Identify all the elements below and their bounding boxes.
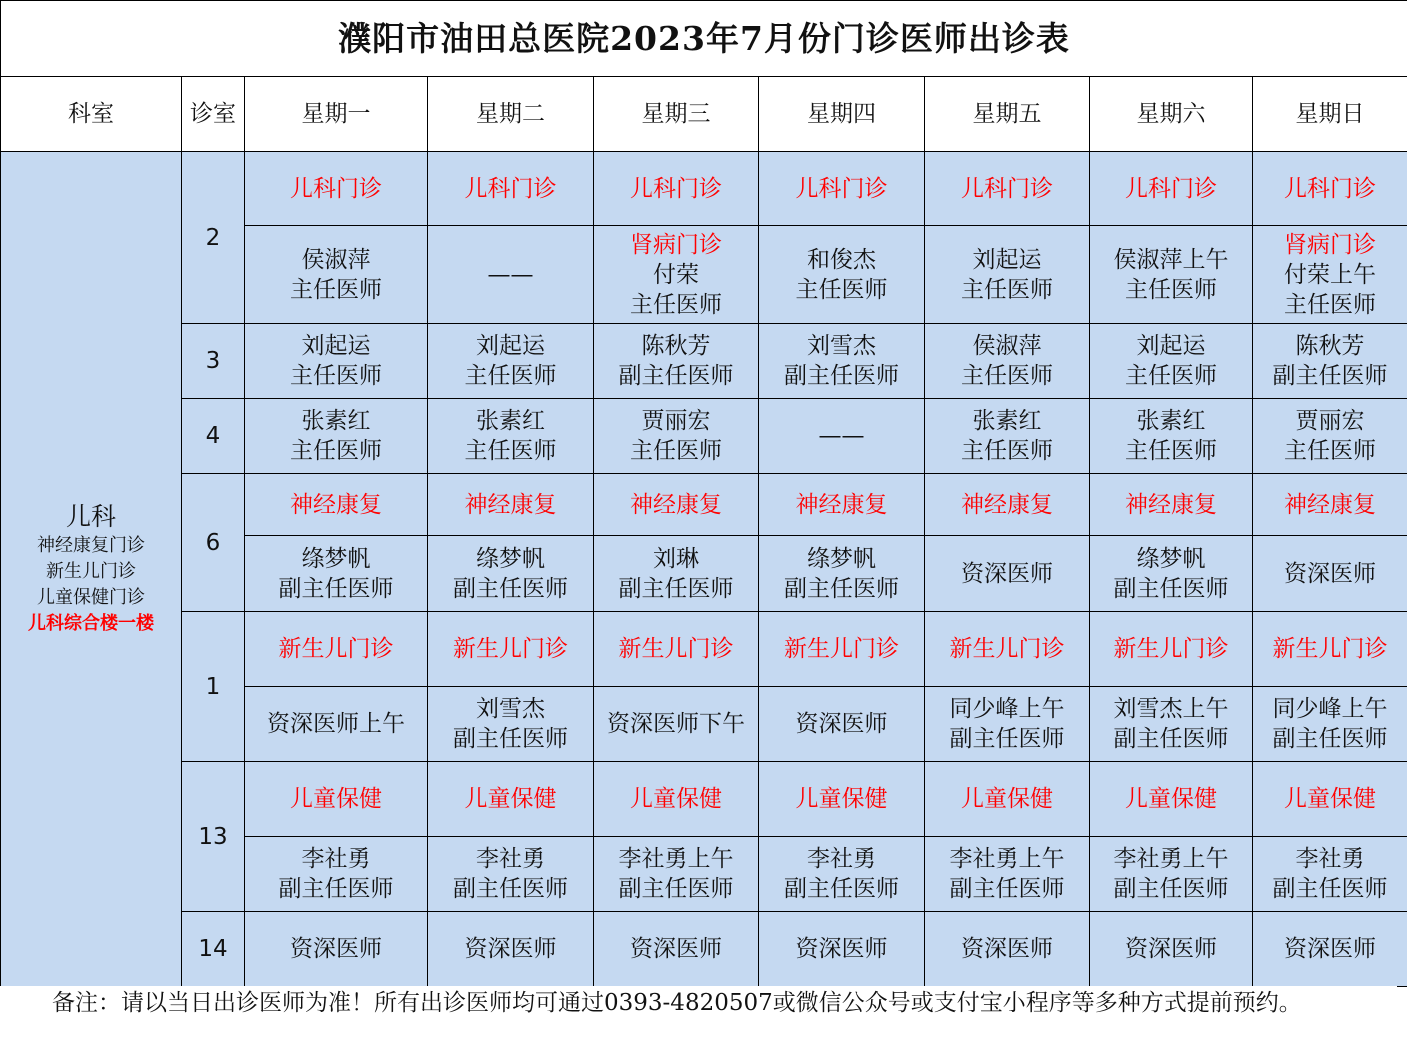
clinic-cell: 儿科门诊 (428, 152, 594, 226)
footnote: 备注：请以当日出诊医师为准！所有出诊医师均可通过0393-4820507或微信公众号或支付宝小程序等多种方式提前预约。 (0, 986, 1397, 1062)
doctor-name: 李社勇 (1295, 846, 1365, 872)
doctor-title: 主任医师 (961, 276, 1053, 303)
doctor-name: 刘琳 (653, 545, 699, 572)
doctor-clinic: 肾病门诊 (1284, 231, 1376, 258)
doctor-cell (245, 912, 428, 987)
doctor-cell (759, 837, 925, 912)
header-department: 科室 (1, 77, 182, 152)
doctor-title: 主任医师 (290, 438, 382, 464)
doctor-title: 副主任医师 (949, 726, 1065, 752)
doctor-cell (1253, 687, 1407, 762)
doctor-name: 资深医师 (961, 936, 1053, 962)
clinic-cell: 儿童保健 (245, 762, 428, 837)
department-clinic: 新生儿门诊 (46, 561, 136, 582)
doctor-cell (925, 324, 1090, 399)
clinic-cell: 儿童保健 (759, 762, 925, 837)
header-wednesday: 星期三 (594, 77, 759, 152)
doctor-cell (1253, 324, 1407, 399)
doctor-cell (1253, 399, 1407, 474)
doctor-clinic: 肾病门诊 (630, 231, 722, 258)
doctor-name: 付荣 (653, 261, 699, 288)
doctor-cell (759, 912, 925, 987)
doctor-title: 副主任医师 (453, 876, 568, 902)
doctor-cell (594, 324, 759, 399)
doctor-name: 付荣上午 (1284, 261, 1376, 288)
header-sunday: 星期日 (1253, 77, 1407, 152)
room-number: 13 (182, 762, 245, 912)
doctor-cell (245, 226, 428, 324)
doctor-title: 副主任医师 (1272, 363, 1388, 389)
doctor-title: 主任医师 (961, 363, 1053, 389)
doctor-title: 主任医师 (1125, 276, 1217, 303)
doctor-cell (1090, 226, 1253, 324)
header-monday: 星期一 (245, 77, 428, 152)
header-thursday: 星期四 (759, 77, 925, 152)
clinic-cell: 儿童保健 (1090, 762, 1253, 837)
doctor-name: 资深医师下午 (607, 711, 745, 737)
doctor-cell (1090, 324, 1253, 399)
doctor-title: 副主任医师 (453, 726, 568, 752)
doctor-title: 副主任医师 (1113, 726, 1229, 752)
doctor-title: 主任医师 (290, 363, 382, 389)
doctor-name: 侯淑萍 (972, 333, 1042, 359)
doctor-cell (1090, 687, 1253, 762)
doctor-name: 刘雪杰 (807, 333, 876, 359)
doctor-cell (594, 226, 759, 324)
doctor-name: 侯淑萍 (301, 246, 371, 273)
room-number: 4 (182, 399, 245, 474)
room-number: 2 (182, 152, 245, 324)
room-number: 14 (182, 912, 245, 987)
department-name: 儿科 (65, 502, 116, 531)
doctor-name: 贾丽宏 (641, 408, 711, 434)
clinic-cell: 儿科门诊 (245, 152, 428, 226)
header-saturday: 星期六 (1090, 77, 1253, 152)
doctor-title: 副主任医师 (1272, 726, 1388, 752)
department-location: 儿科综合楼一楼 (28, 613, 154, 634)
doctor-name: 刘起运 (476, 333, 545, 359)
doctor-title: 副主任医师 (278, 575, 394, 602)
doctor-name: 李社勇 (807, 846, 876, 872)
doctor-name: 侯淑萍上午 (1113, 246, 1229, 273)
doctor-title: 主任医师 (1125, 438, 1217, 464)
header-row (1, 77, 1407, 152)
room-13-clinic-row (1, 762, 1407, 837)
doctor-name: 资深医师 (1284, 936, 1376, 962)
doctor-title: 副主任医师 (618, 876, 734, 902)
doctor-title: 主任医师 (1125, 363, 1217, 389)
doctor-name: 绦梦帆 (476, 545, 545, 572)
doctor-cell (428, 687, 594, 762)
doctor-title: 主任医师 (630, 438, 722, 464)
doctor-cell (925, 687, 1090, 762)
doctor-title: 副主任医师 (784, 575, 899, 602)
doctor-name: 张素红 (476, 408, 545, 434)
doctor-name: 绦梦帆 (301, 545, 371, 572)
clinic-cell: 儿童保健 (925, 762, 1090, 837)
doctor-cell (594, 687, 759, 762)
doctor-name: 资深医师 (1284, 560, 1376, 587)
doctor-name: 刘雪杰上午 (1113, 696, 1229, 722)
page-title: 濮阳市油田总医院2023年7月份门诊医师出诊表 (1, 1, 1407, 77)
doctor-cell (1090, 837, 1253, 912)
doctor-name: 贾丽宏 (1295, 408, 1365, 434)
clinic-cell: 儿科门诊 (925, 152, 1090, 226)
doctor-title: 主任医师 (290, 276, 382, 303)
room-number: 3 (182, 324, 245, 399)
doctor-name: 陈秋芳 (641, 333, 711, 359)
clinic-cell: 儿童保健 (1253, 762, 1407, 837)
header-tuesday: 星期二 (428, 77, 594, 152)
doctor-title: 副主任医师 (278, 876, 394, 902)
room-number: 6 (182, 474, 245, 612)
doctor-name: 资深医师 (630, 936, 722, 962)
doctor-title: 副主任医师 (618, 575, 734, 602)
doctor-cell (594, 912, 759, 987)
doctor-cell (428, 912, 594, 987)
doctor-title: 主任医师 (464, 363, 557, 389)
clinic-cell: 新生儿门诊 (428, 612, 594, 687)
clinic-cell: 神经康复 (428, 474, 594, 536)
room-2-clinic-row (1, 152, 1407, 226)
doctor-cell (1090, 399, 1253, 474)
clinic-cell: 儿科门诊 (1090, 152, 1253, 226)
doctor-name: 资深医师 (795, 711, 888, 737)
clinic-cell: 儿科门诊 (759, 152, 925, 226)
doctor-title: 主任医师 (795, 276, 888, 303)
room-4-row (1, 399, 1407, 474)
doctor-cell (759, 687, 925, 762)
clinic-cell: 新生儿门诊 (925, 612, 1090, 687)
clinic-cell: 神经康复 (1090, 474, 1253, 536)
doctor-title: 副主任医师 (618, 363, 734, 389)
doctor-cell (245, 399, 428, 474)
doctor-name: 同少峰上午 (1272, 696, 1388, 722)
doctor-title: 主任医师 (1284, 438, 1376, 464)
doctor-title: 主任医师 (961, 438, 1053, 464)
doctor-name: 资深医师 (795, 936, 888, 962)
doctor-cell (1253, 226, 1407, 324)
doctor-cell (925, 536, 1090, 612)
doctor-title: 副主任医师 (1272, 876, 1388, 902)
doctor-title: 副主任医师 (949, 876, 1065, 902)
doctor-cell (1253, 837, 1407, 912)
doctor-cell (245, 536, 428, 612)
doctor-cell (428, 536, 594, 612)
clinic-cell: 神经康复 (925, 474, 1090, 536)
doctor-title: 副主任医师 (453, 575, 568, 602)
clinic-cell: 新生儿门诊 (1090, 612, 1253, 687)
doctor-cell (428, 399, 594, 474)
doctor-name: —— (818, 423, 865, 449)
doctor-name: —— (487, 261, 534, 288)
doctor-cell (759, 226, 925, 324)
doctor-title: 副主任医师 (1113, 575, 1229, 602)
clinic-cell: 神经康复 (245, 474, 428, 536)
doctor-name: 刘起运 (1136, 333, 1206, 359)
clinic-cell: 神经康复 (1253, 474, 1407, 536)
doctor-name: 李社勇上午 (949, 846, 1065, 872)
doctor-cell (428, 324, 594, 399)
doctor-cell (925, 837, 1090, 912)
doctor-title: 主任医师 (630, 291, 722, 318)
doctor-cell (428, 226, 594, 324)
room-6-clinic-row (1, 474, 1407, 536)
doctor-cell (759, 536, 925, 612)
doctor-name: 资深医师 (464, 936, 557, 962)
doctor-title: 主任医师 (464, 438, 557, 464)
doctor-cell (925, 226, 1090, 324)
department-cell (1, 152, 182, 987)
clinic-cell: 新生儿门诊 (245, 612, 428, 687)
doctor-cell (1090, 536, 1253, 612)
department-clinic: 神经康复门诊 (37, 535, 145, 556)
clinic-cell: 新生儿门诊 (594, 612, 759, 687)
clinic-cell: 新生儿门诊 (759, 612, 925, 687)
doctor-name: 张素红 (972, 408, 1042, 434)
room-1-clinic-row (1, 612, 1407, 687)
doctor-cell (759, 324, 925, 399)
clinic-cell: 儿童保健 (428, 762, 594, 837)
header-friday: 星期五 (925, 77, 1090, 152)
room-number: 1 (182, 612, 245, 762)
doctor-name: 刘起运 (301, 333, 371, 359)
doctor-name: 绦梦帆 (807, 545, 876, 572)
room-3-row (1, 324, 1407, 399)
doctor-name: 同少峰上午 (949, 696, 1065, 722)
doctor-cell (1253, 912, 1407, 987)
doctor-name: 和俊杰 (807, 246, 876, 273)
doctor-name: 李社勇 (301, 846, 371, 872)
doctor-name: 李社勇 (476, 846, 545, 872)
clinic-cell: 儿科门诊 (594, 152, 759, 226)
doctor-title: 副主任医师 (784, 876, 899, 902)
doctor-cell (925, 912, 1090, 987)
doctor-title: 主任医师 (1284, 291, 1376, 318)
doctor-cell (925, 399, 1090, 474)
doctor-name: 资深医师 (1125, 936, 1217, 962)
doctor-cell (428, 837, 594, 912)
room-14-row (1, 912, 1407, 987)
doctor-title: 副主任医师 (1113, 876, 1229, 902)
doctor-cell (594, 536, 759, 612)
clinic-cell: 神经康复 (759, 474, 925, 536)
clinic-cell: 儿童保健 (594, 762, 759, 837)
doctor-cell (245, 837, 428, 912)
doctor-cell (245, 324, 428, 399)
doctor-name: 张素红 (301, 408, 371, 434)
doctor-name: 张素红 (1136, 408, 1206, 434)
doctor-name: 刘雪杰 (476, 696, 545, 722)
clinic-cell: 神经康复 (594, 474, 759, 536)
doctor-cell (1090, 912, 1253, 987)
doctor-cell (245, 687, 428, 762)
doctor-cell (1253, 536, 1407, 612)
clinic-cell: 儿科门诊 (1253, 152, 1407, 226)
doctor-name: 陈秋芳 (1295, 333, 1365, 359)
doctor-name: 刘起运 (972, 246, 1042, 273)
doctor-name: 资深医师上午 (267, 711, 405, 737)
doctor-name: 李社勇上午 (618, 846, 734, 872)
doctor-name: 资深医师 (290, 936, 382, 962)
doctor-name: 李社勇上午 (1113, 846, 1229, 872)
doctor-cell (759, 399, 925, 474)
doctor-name: 资深医师 (961, 560, 1053, 587)
doctor-cell (594, 837, 759, 912)
doctor-name: 绦梦帆 (1136, 545, 1206, 572)
department-clinic: 儿童保健门诊 (37, 587, 145, 608)
clinic-cell: 新生儿门诊 (1253, 612, 1407, 687)
header-room: 诊室 (182, 77, 245, 152)
doctor-title: 副主任医师 (784, 363, 899, 389)
doctor-cell (594, 399, 759, 474)
